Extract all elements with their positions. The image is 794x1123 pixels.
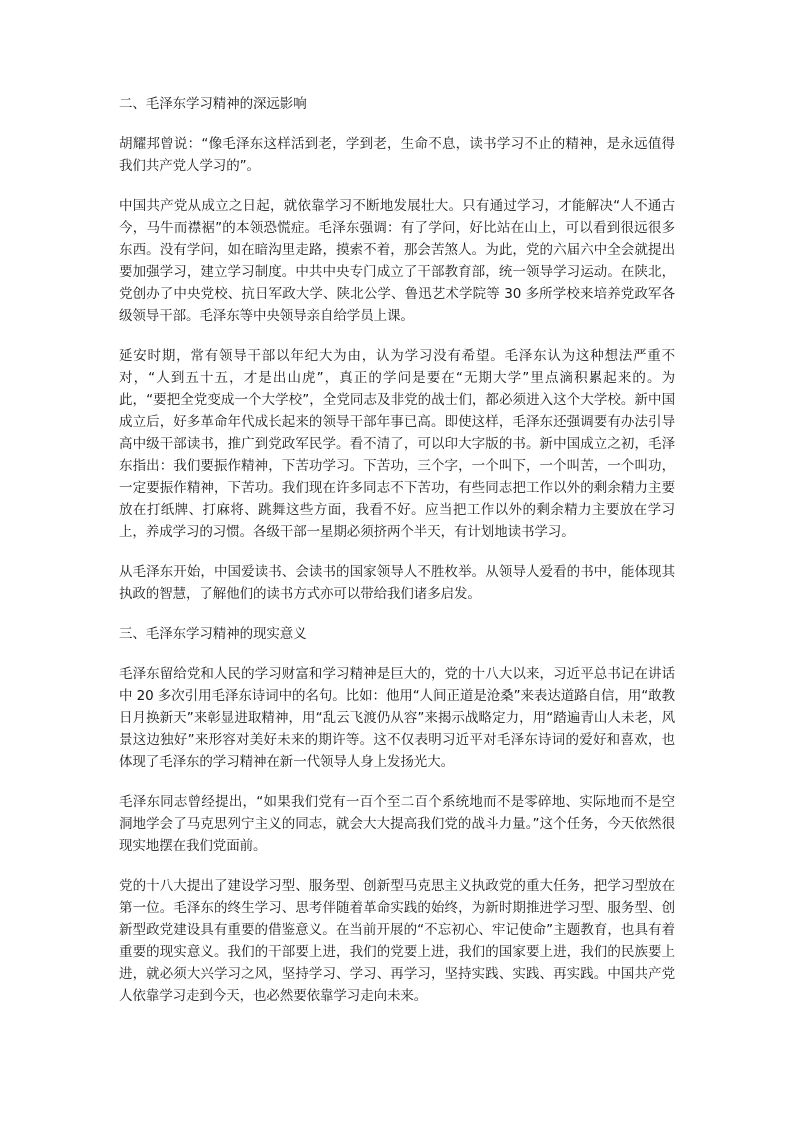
- paragraph-marxism-quote: 毛泽东同志曾经提出，“如果我们党有一百个至二百个系统地而不是零碎地、实际地而不是空洞地学会了马克思列宁主义的同志，就会大大提高我们党的战斗力量。”这个任务，今天依然很现实地摆在我们党面前。: [119, 794, 675, 854]
- section-heading-2: 二、毛泽东学习精神的深远影响: [119, 96, 307, 112]
- paragraph-hu-yaobang-quote: 胡耀邦曾说：“像毛泽东这样活到老，学到老，生命不息，读书学习不止的精神，是永远值得我们共产党人学习的”。: [119, 136, 675, 174]
- paragraph-yanan-period: 延安时期，常有领导干部以年纪大为由，认为学习没有希望。毛泽东认为这种想法严重不对，“人到五十五，才是出山虎”，真正的学问是要在“无期大学”里点滴积累起来的。为此，“要把全党变成一个大学校”，全党同志及非党的战士们，都必须进入这个大学校。新中国成立后，好多革命年代成长起来的领导干部年事已高。即使这样，毛泽东还强调要有办法引导高中级干部读书，推广到党政军民学。看不清了，可以印大字版的书。新中国成立之初，毛泽东指出：我们要振作精神，下苦功学习。下苦功，三个字，一个叫下，一个叫苦，一个叫功，一定要振作精神，下苦功。我们现在许多同志不下苦功，有些同志把工作以外的剩余精力主要放在打纸牌、打麻将、跳舞这些方面，我看不好。应当把工作以外的剩余精力主要放在学习上，养成学习的习惯。各级干部一星期必须挤两个半天，有计划地读书学习。: [119, 348, 675, 540]
- document-page: [119, 93, 675, 1025]
- paragraph-learning-party: 党的十八大提出了建设学习型、服务型、创新型马克思主义执政党的重大任务，把学习型放在第一位。毛泽东的终生学习、思考伴随着革命实践的始终，为新时期推进学习型、服务型、创新型政党建设具有重要的借鉴意义。在当前开展的“不忘初心、牢记使命”主题教育，也具有着重要的现实意义。我们的干部要上进，我们的党要上进，我们的国家要上进，我们的民族要上进，就必须大兴学习之风，坚持学习、学习、再学习，坚持实践、实践、再实践。中国共产党人依靠学习走到今天，也必然要依靠学习走向未来。: [119, 878, 675, 1004]
- paragraph-leaders-reading: 从毛泽东开始，中国爱读书、会读书的国家领导人不胜枚举。从领导人爱看的书中，能体现其执政的智慧，了解他们的读书方式亦可以带给我们诸多启发。: [119, 564, 675, 602]
- section-heading-3: 三、毛泽东学习精神的现实意义: [119, 626, 307, 642]
- paragraph-learning-legacy: 毛泽东留给党和人民的学习财富和学习精神是巨大的，党的十八大以来，习近平总书记在讲话中 20 多次引用毛泽东诗词中的名句。比如：他用“人间正道是沧桑”来表达道路自信，用“敢教日月换新天”来彰显进取精神，用“乱云飞渡仍从容”来揭示战略定力，用“踏遍青山人未老，风景这边独好”来形容对美好未来的期许等。这不仅表明习近平对毛泽东诗词的爱好和喜欢，也体现了毛泽东的学习精神在新一代领导人身上发扬光大。: [119, 666, 675, 770]
- paragraph-party-learning: 中国共产党从成立之日起，就依靠学习不断地发展壮大。只有通过学习，才能解决“人不通古今，马牛而襟裾”的本领恐慌症。毛泽东强调：有了学问，好比站在山上，可以看到很远很多东西。没有学问，如在暗沟里走路，摸索不着，那会苦煞人。为此，党的六届六中全会就提出要加强学习，建立学习制度。中共中央专门成立了干部教育部，统一领导学习运动。在陕北，党创办了中央党校、抗日军政大学、陕北公学、鲁迅艺术学院等 30 多所学校来培养党政军各级领导干部。毛泽东等中央领导亲自给学员上课。: [119, 198, 675, 324]
